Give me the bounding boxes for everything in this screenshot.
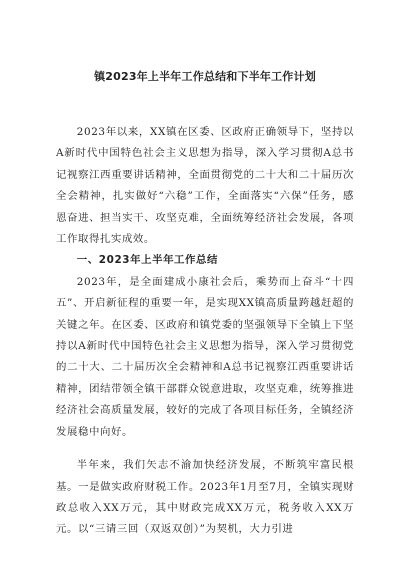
section1-paragraph-2: 半年来，我们矢志不渝加快经济发展，不断筑牢富民根基。一是做实政府财税工作。2023年1月至7月，全镇实现财政总收入XX万元，其中财政完成XX万元，税务收入XX万元。以“三请三回（双返双创）”为契机，大力引进 — [56, 459, 354, 536]
section-heading: 一、2023年上半年工作总结 — [76, 254, 219, 267]
section1-paragraph-1: 2023年，是全面建成小康社会后，乘势而上奋斗“十四五”、开启新征程的重要一年，是实现XX镇高质量跨越赶超的关键之年。在区委、区政府和镇党委的坚强领导下全镇上下坚持以A新时代中国特色社会主义思想为指导，深入学习贯彻党的二十大、二十届历次全会精神和A总书记视察江西重要讲话精神，团结带领全镇干部群众锐意进取，攻坚克难，统筹推进经济社会高质量发展，较好的完成了各项目标任务，全镇经济发展稳中向好。 — [56, 275, 354, 438]
document-title: 镇2023年上半年工作总结和下半年工作计划 — [94, 70, 316, 83]
paragraph-gap — [56, 443, 354, 455]
intro-paragraph: 2023年以来，XX镇在区委、区政府正确领导下，坚持以A新时代中国特色社会主义思想为指导，深入学习贯彻A总书记视察江西重要讲话精神，全面贯彻党的二十大和二十届历次全会精神，扎实做好“六稳”工作，全面落实“六保”任务，感恩奋进、担当实干、攻坚克难，全面统筹经济社会发展，各项工作取得扎实成效。 — [56, 126, 354, 246]
